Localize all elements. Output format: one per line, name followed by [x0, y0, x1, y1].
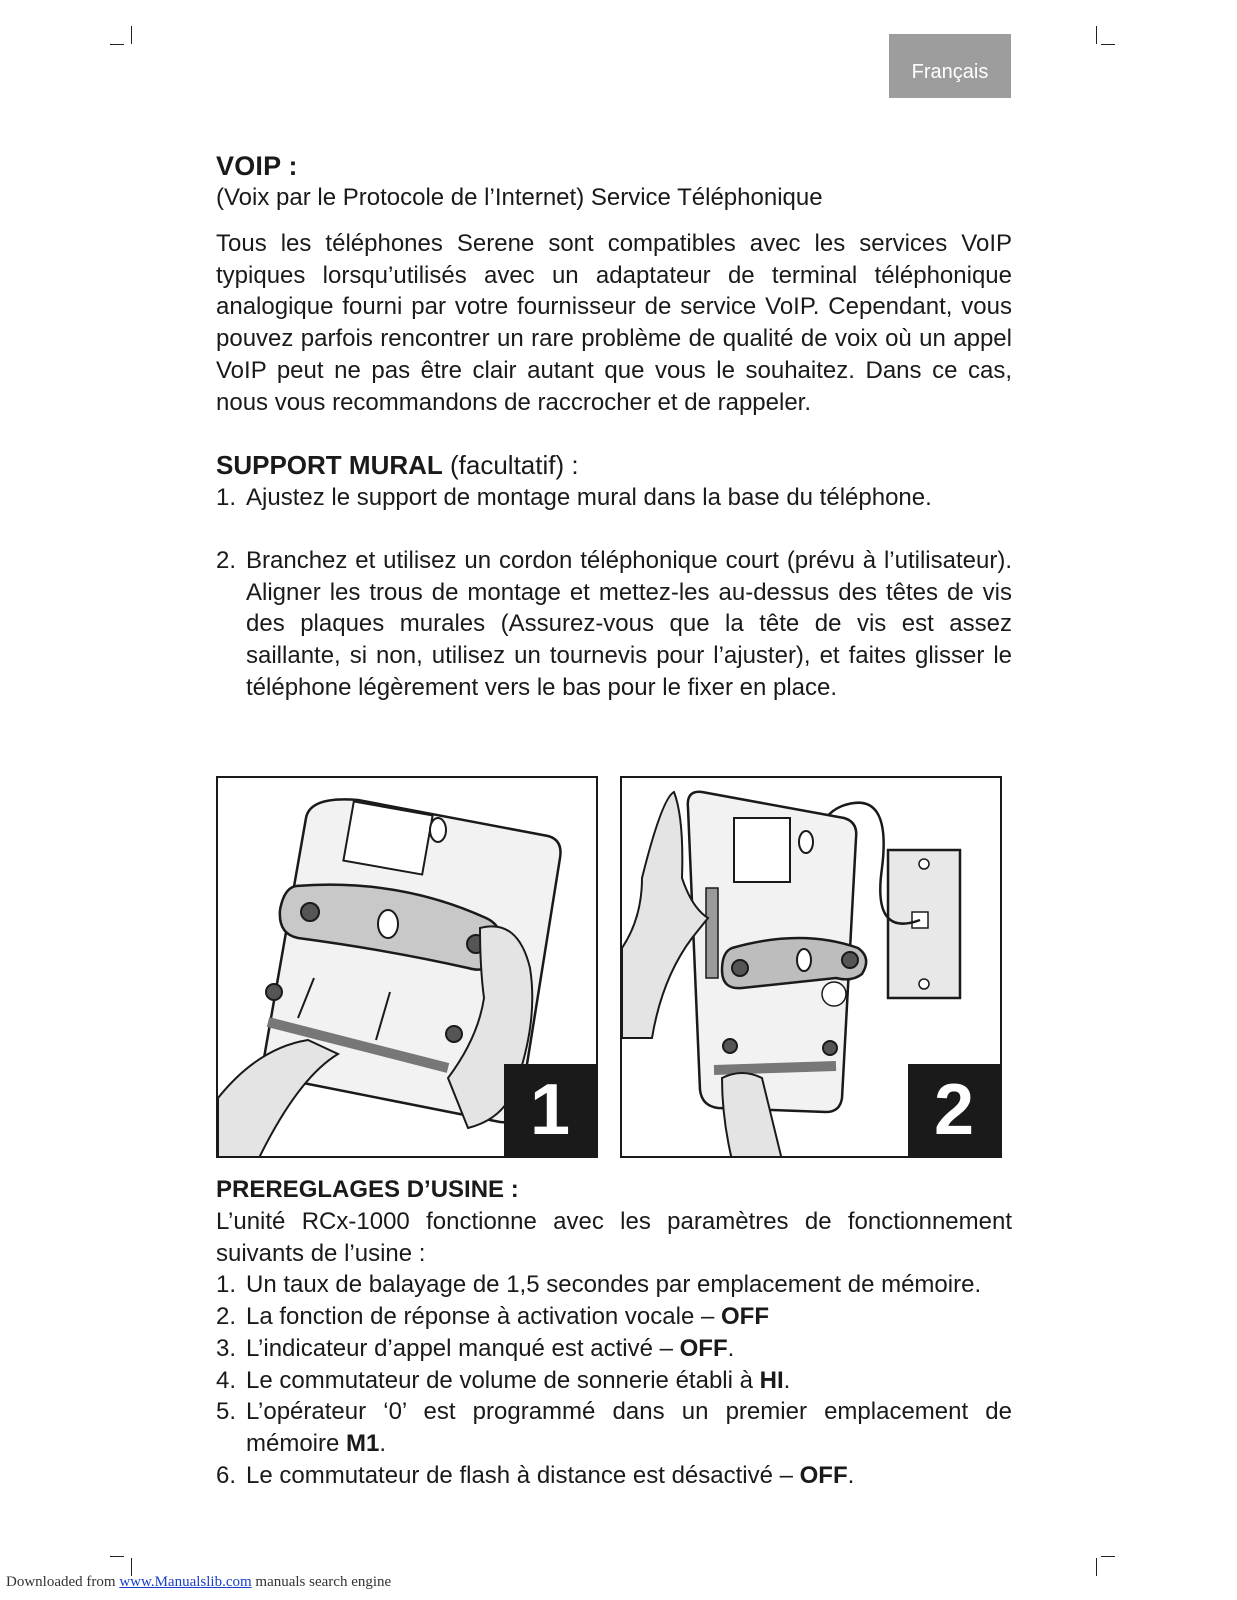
crop-mark — [1096, 26, 1097, 44]
presets-list — [216, 1269, 1012, 1491]
language-tab: Français — [889, 34, 1011, 98]
figure-1 — [216, 776, 598, 1158]
crop-mark — [110, 1556, 124, 1557]
figure-2 — [620, 776, 1002, 1158]
list-item: 2. La fonction de réponse à activation vocale – OFF — [216, 1303, 769, 1331]
footer: Downloaded from www.Manualslib.com manuals search engine — [6, 1574, 392, 1590]
wall-mount-steps — [216, 482, 1012, 703]
list-item: 6. Le commutateur de flash à distance est désactivé – OFF. — [216, 1461, 855, 1489]
list-item: 2. Branchez et utilisez un cordon téléphonique court (prévu à l’utilisateur). Aligner les trous de montage et mettez-les au-dessus des têtes de vis des plaques murales (Assurez-vous que la tête de vis est assez saillante, si non, utilisez un tournevis pour l’ajuster), et faites glisser le téléphone légèrement vers le bas pour le fixer en place. — [216, 546, 1012, 701]
voip-body: Tous les téléphones Serene sont compatibles avec les services VoIP typiques lorsqu’utilisés avec un adaptateur de terminal téléphonique analogique fourni par votre fournisseur de service VoIP. Cependant, vous pouvez parfois rencontrer un rare problème de qualité de voix où un appel VoIP peut ne pas être clair autant que vous le souhaitez. Dans ce cas, nous vous recommandons de raccrocher et de rappeler. — [216, 230, 1012, 416]
crop-mark — [131, 26, 132, 44]
presets-section — [216, 1174, 1012, 1491]
wall-mount-section — [216, 448, 1012, 703]
main-content — [216, 150, 1012, 703]
voip-heading: VOIP : — [216, 151, 298, 181]
wall-mount-heading: SUPPORT MURAL (facultatif) : — [216, 450, 579, 481]
figure-number: 1 — [504, 1064, 596, 1156]
crop-mark — [110, 44, 124, 45]
voip-subtitle: (Voix par le Protocole de l’Internet) Service Téléphonique — [216, 184, 823, 211]
presets-intro: L’unité RCx-1000 fonctionne avec les paramètres de fonctionnement suivants de l’usine : — [216, 1208, 1012, 1267]
list-item: 1. Un taux de balayage de 1,5 secondes par emplacement de mémoire. — [216, 1271, 982, 1299]
presets-heading: PREREGLAGES D’USINE : — [216, 1176, 519, 1203]
crop-mark — [1101, 1556, 1115, 1557]
spacer — [216, 514, 1012, 545]
list-item: 3. L’indicateur d’appel manqué est activé – OFF. — [216, 1334, 735, 1362]
figures — [216, 776, 1012, 1158]
list-item: 4. Le commutateur de volume de sonnerie établi à HI. — [216, 1366, 791, 1394]
crop-mark — [1101, 44, 1115, 45]
crop-mark — [1096, 1558, 1097, 1576]
list-item: 5. L’opérateur ‘0’ est programmé dans un premier emplacement de mémoire M1. — [216, 1398, 1012, 1457]
manualslib-link[interactable]: www.Manualslib.com — [119, 1574, 252, 1590]
figure-number: 2 — [908, 1064, 1000, 1156]
list-item: 1. Ajustez le support de montage mural dans la base du téléphone. — [216, 484, 932, 512]
